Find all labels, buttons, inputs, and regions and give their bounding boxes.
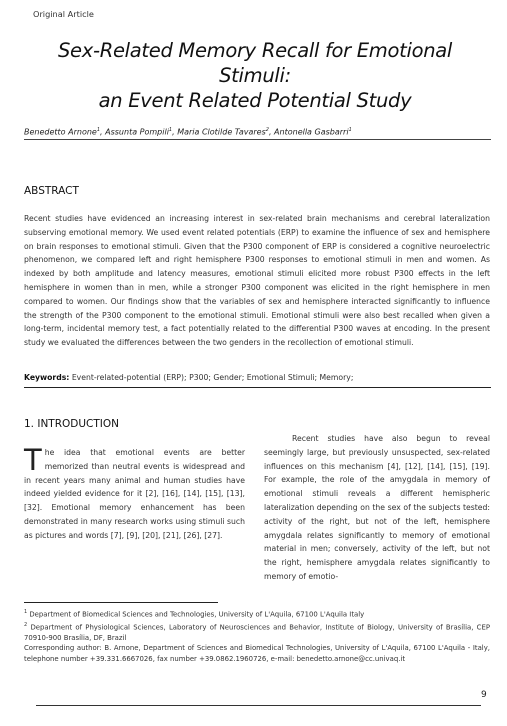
paper-title-line-1: Sex-Related Memory Recall for Emotional Stimuli: <box>57 39 453 87</box>
footnote-2-text: Department of Physiological Sciences, Laboratory of Neurosciences and Behavior, Institute of Biology, University of Brasília, CEP 70910-900 Brasília, DF, Brazil <box>24 623 490 642</box>
author-affiliation-mark: 1 <box>168 127 173 133</box>
article-type-label: Original Article <box>33 9 94 19</box>
header-divider <box>24 139 491 140</box>
keywords-line <box>24 373 353 382</box>
footnote-1-mark: 1 <box>24 609 28 615</box>
footnote-1 <box>24 607 490 620</box>
intro-left-column <box>24 443 245 543</box>
author-affiliation-mark: 2 <box>265 127 269 133</box>
footnote-divider <box>24 602 218 603</box>
author-name: Maria Clotilde Tavares <box>177 127 266 137</box>
footnote-2-mark: 2 <box>24 621 28 628</box>
footnote-2 <box>24 620 490 643</box>
page-bottom-rule <box>36 705 481 706</box>
paper-title <box>20 38 490 113</box>
author-name: Assunta Pompili <box>105 127 169 137</box>
keywords-label: Keywords: <box>24 373 70 382</box>
footnote-1-text: Department of Biomedical Sciences and Technologies, University of L'Aquila, 67100 L'Aquila Italy <box>27 610 365 619</box>
author-name: Benedetto Arnone <box>24 127 97 137</box>
drop-cap: T <box>24 443 42 477</box>
intro-right-text: Recent studies have also begun to reveal seemingly large, but previously unsuspected, sex-related influences on this mechanism [4], [12], [14], [15], [19]. For example, the role of the amygdala in memory of emotional stimuli reveals a different hemispheric lateralization depending on the sex of the subjects tested: activity of the right, but not of the left, hemisphere amygdala relates significantly to memory of emotional material in men; conversely, activity of the left, but not the right, hemisphere amygdala relates significantly to memory of emotio- <box>264 434 490 581</box>
corresponding-author-note: Corresponding author: B. Arnone, Department of Sciences and Biomedical Technologies, University of L'Aquila, 67100 L'Aquila - Italy, telephone number +39.331.6667026, fax number +39.0862.1960726, e-mail: benedetto.arnone@cc.univaq.it <box>24 644 490 663</box>
author-name: Antonella Gasbarri <box>274 127 349 137</box>
keywords-text: Event-related-potential (ERP); P300; Gender; Emotional Stimuli; Memory; <box>69 373 354 382</box>
intro-left-text: he idea that emotional events are better memorized than neutral events is widespread and in recent years many animal and human studies have indeed yielded evidence for it [2], [16], [14], [15], [13], [32]. Emotional memory enhancement has been demonstrated in many research works using stimuli such as pictures and words [7], [9], [20], [21], [26], [27]. <box>24 448 245 540</box>
abstract-heading: ABSTRACT <box>24 185 79 197</box>
author-affiliation-mark: 1 <box>348 127 352 133</box>
intro-right-column <box>264 432 490 584</box>
footnotes <box>24 607 490 664</box>
author-list: Benedetto Arnone$^1$, Assunta Pompili$^1$, Maria Clotilde Tavares$^2$, Antonella Gasbarri$^1$ <box>24 127 352 137</box>
author-affiliation-mark: 1 <box>96 127 101 133</box>
page-number: 9 <box>481 690 487 700</box>
section-heading-introduction: 1. INTRODUCTION <box>24 418 120 430</box>
abstract-text: Recent studies have evidenced an increasing interest in sex-related brain mechanisms and cerebral lateralization subserving emotional memory. We used event related potentials (ERP) to examine the influence of sex and hemisphere on brain responses to emotional stimuli. Given that the P300 component of ERP is considered a cognitive neuroelectric phenomenon, we compared left and right hemisphere P300 responses to emotional stimuli in men and women. As indexed by both amplitude and latency measures, emotional stimuli elicited more robust P300 effects in the left hemisphere in women than in men, while a stronger P300 component was elicited in the right hemisphere in men compared to women. Our findings show that the variables of sex and hemisphere interacted significantly to influence the strength of the P300 component to the emotional stimuli. Emotional stimuli were also best recalled when given a long-term, incidental memory test, a fact potentially related to the differential P300 waves at encoding. In the present study we evaluated the differences between the two genders in the recollection of emotional stimuli. <box>24 214 490 348</box>
abstract-divider <box>24 387 491 388</box>
paper-title-line-2: an Event Related Potential Study <box>98 89 412 112</box>
